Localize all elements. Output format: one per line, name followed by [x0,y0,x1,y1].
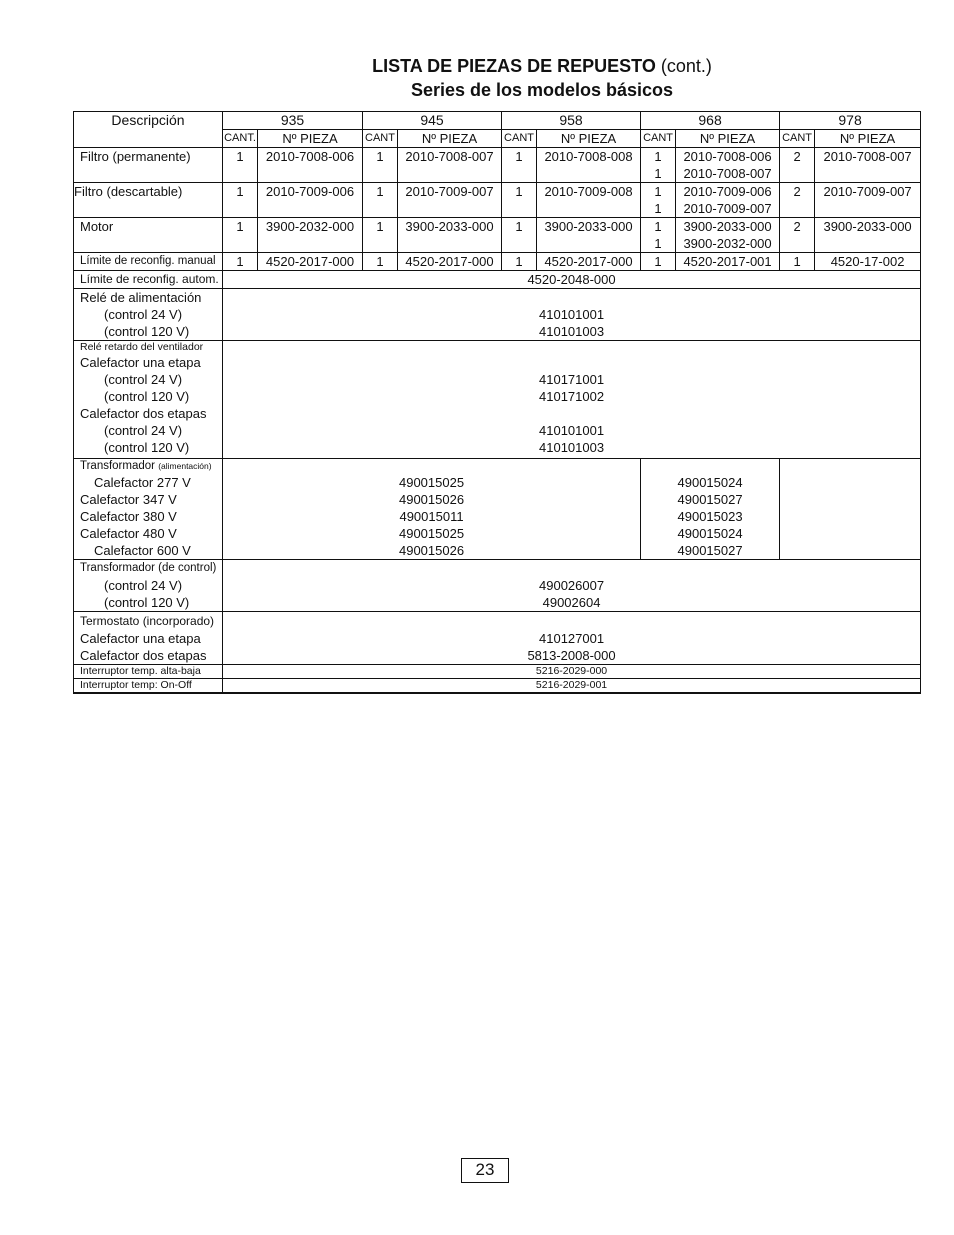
shared-part-cell: 5216-2029-000 [223,665,921,679]
row-label: Relé retardo del ventilador [80,341,204,353]
cant-cell: 1 [223,253,258,271]
col-header-pieza: Nº PIEZA [258,130,363,148]
shared-part-cell [641,459,780,560]
row-sublabel: Calefactor 480 V [80,526,177,541]
part-value: 410171001 [539,372,605,387]
part-value: 410101001 [539,423,605,438]
col-header-pieza: Nº PIEZA [676,130,780,148]
col-header-cant: CANT [780,130,815,148]
pieza-cell: 2010-7009-007 [398,183,502,218]
title-suffix: (cont.) [660,56,712,76]
pieza-cell: 2010-7008-007 [815,148,921,183]
part-value: 5813-2008-000 [527,648,616,663]
row-label-block [74,560,223,612]
part-value: 490015024 [677,526,743,541]
part-value: 410101003 [539,324,605,339]
pieza-cell: 4520-2017-001 [676,253,780,271]
table-row [74,271,921,289]
col-header-pieza: Nº PIEZA [537,130,641,148]
page-number: 23 [461,1158,509,1183]
part-value: 490015023 [677,509,743,524]
title-main: LISTA DE PIEZAS DE REPUESTO [372,56,656,76]
col-header-description: Descripción [74,112,223,148]
empty-cell [780,459,921,560]
row-label: Filtro (descartable) [74,183,223,218]
row-group-label: Calefactor dos etapas [80,406,207,421]
row-label: Transformador [80,460,155,472]
cant-cell: 1 [363,218,398,253]
row-sublabel: Calefactor dos etapas [80,648,207,663]
parts-table [73,111,921,694]
col-header-model: 945 [363,112,502,130]
row-sublabel: (control 120 V) [104,324,190,339]
shared-part-cell [223,289,921,341]
col-header-model: 935 [223,112,363,130]
col-header-cant: CANT [641,130,676,148]
pieza-cell: 2010-7009-007 [815,183,921,218]
row-label-block [74,612,223,665]
pieza-cell: 4520-2017-000 [258,253,363,271]
pieza-cell: 2010-7008-007 [398,148,502,183]
cant-value: 1 [654,219,662,234]
pieza-cell: 3900-2032-000 [258,218,363,253]
pieza-cell: 2010-7008-008 [537,148,641,183]
row-label-block [74,289,223,341]
shared-part-cell [223,560,921,612]
pieza-cell: 2010-7009-006 [258,183,363,218]
row-sublabel: (control 24 V) [104,372,183,387]
col-header-cant: CANT [502,130,537,148]
row-label: Motor [74,218,223,253]
cant-cell: 1 [502,183,537,218]
shared-part-cell [223,612,921,665]
col-header-cant: CANT. [223,130,258,148]
part-value: 410101001 [539,307,605,322]
cant-cell: 1 [641,253,676,271]
pieza-cell [676,148,780,183]
cant-value: 1 [654,236,662,251]
page-title [0,56,954,77]
row-sublabel: (control 120 V) [104,595,190,610]
part-value: 410171002 [539,389,605,404]
row-sublabel: (control 24 V) [104,423,183,438]
col-header-model: 978 [780,112,921,130]
cant-cell: 1 [502,253,537,271]
row-group-label: Calefactor una etapa [80,355,201,370]
part-value: 410127001 [539,631,605,646]
row-label-block [74,459,223,560]
table-row [74,253,921,271]
row-sublabel: (control 24 V) [104,307,183,322]
cant-cell: 1 [502,148,537,183]
cant-cell: 1 [223,148,258,183]
cant-value: 1 [654,166,662,181]
cant-cell: 2 [780,218,815,253]
row-sublabel: Calefactor 380 V [80,509,177,524]
part-value: 490015011 [399,509,464,524]
pieza-value: 2010-7009-006 [683,184,772,199]
pieza-cell: 2010-7009-008 [537,183,641,218]
table-row [74,341,921,459]
table-row [74,679,921,694]
part-value: 490015027 [677,492,743,507]
row-label: Relé de alimentación [80,290,202,305]
cant-cell: 1 [780,253,815,271]
table-row [74,612,921,665]
shared-part-cell [223,459,641,560]
row-label: Filtro (permanente) [74,148,223,183]
cant-cell [641,148,676,183]
pieza-cell: 2010-7008-006 [258,148,363,183]
page-subtitle: Series de los modelos básicos [410,80,674,100]
cant-cell: 2 [780,148,815,183]
cant-cell: 1 [363,253,398,271]
row-label-block [74,341,223,459]
cant-cell: 1 [363,148,398,183]
pieza-cell: 3900-2033-000 [537,218,641,253]
row-sublabel: (control 120 V) [104,389,190,404]
table-row [74,148,921,183]
row-label: Interruptor temp: On-Off [74,679,223,694]
pieza-cell: 4520-17-002 [815,253,921,271]
shared-part-cell: 5216-2029-001 [223,679,921,694]
part-value: 410101003 [539,440,605,455]
cant-cell [641,183,676,218]
cant-value: 1 [654,184,662,199]
col-header-pieza: Nº PIEZA [815,130,921,148]
col-header-model: 968 [641,112,780,130]
cant-cell: 1 [223,218,258,253]
row-label: Límite de reconfig. autom. [74,271,223,289]
table-row [74,665,921,679]
row-label: Transformador (de control) [80,562,217,574]
pieza-cell [676,183,780,218]
pieza-value: 2010-7008-006 [683,149,772,164]
part-value: 490015027 [677,543,743,558]
row-label: Interruptor temp. alta-baja [74,665,223,679]
col-header-pieza: Nº PIEZA [398,130,502,148]
row-label-small: (alimentación) [158,461,212,471]
cant-cell [641,218,676,253]
pieza-value: 3900-2032-000 [683,236,772,251]
table-row [74,459,921,560]
row-sublabel: Calefactor 600 V [94,543,191,558]
row-sublabel: (control 120 V) [104,440,190,455]
cant-cell: 1 [363,183,398,218]
shared-part-cell [223,341,921,459]
table-row [74,183,921,218]
part-value: 49002604 [542,595,601,610]
row-sublabel: (control 24 V) [104,578,183,593]
part-value: 490015025 [398,526,465,541]
row-sublabel: Calefactor 277 V [94,475,191,490]
pieza-value: 2010-7009-007 [683,201,772,216]
pieza-cell [676,218,780,253]
part-value: 490015026 [398,543,465,558]
table-row [74,560,921,612]
row-sublabel: Calefactor 347 V [80,492,177,507]
table-row [74,289,921,341]
pieza-cell: 3900-2033-000 [398,218,502,253]
col-header-model: 958 [502,112,641,130]
cant-value: 1 [654,201,662,216]
row-sublabel: Calefactor una etapa [80,631,201,646]
table-header-models [74,112,921,130]
cant-cell: 1 [502,218,537,253]
table-row [74,218,921,253]
pieza-value: 2010-7008-007 [683,166,772,181]
pieza-cell: 4520-2017-000 [398,253,502,271]
shared-part-cell: 4520-2048-000 [223,271,921,289]
cant-cell: 2 [780,183,815,218]
part-value: 490015026 [398,492,465,507]
cant-value: 1 [654,149,662,164]
col-header-cant: CANT [363,130,398,148]
pieza-value: 3900-2033-000 [683,219,772,234]
cant-cell: 1 [223,183,258,218]
pieza-cell: 3900-2033-000 [815,218,921,253]
pieza-cell: 4520-2017-000 [537,253,641,271]
row-label: Termostato (incorporado) [80,614,215,628]
part-value: 490015024 [677,475,743,490]
row-label: Límite de reconfig. manual [74,253,223,271]
part-value: 490026007 [539,578,605,593]
part-value: 490015025 [398,475,465,490]
